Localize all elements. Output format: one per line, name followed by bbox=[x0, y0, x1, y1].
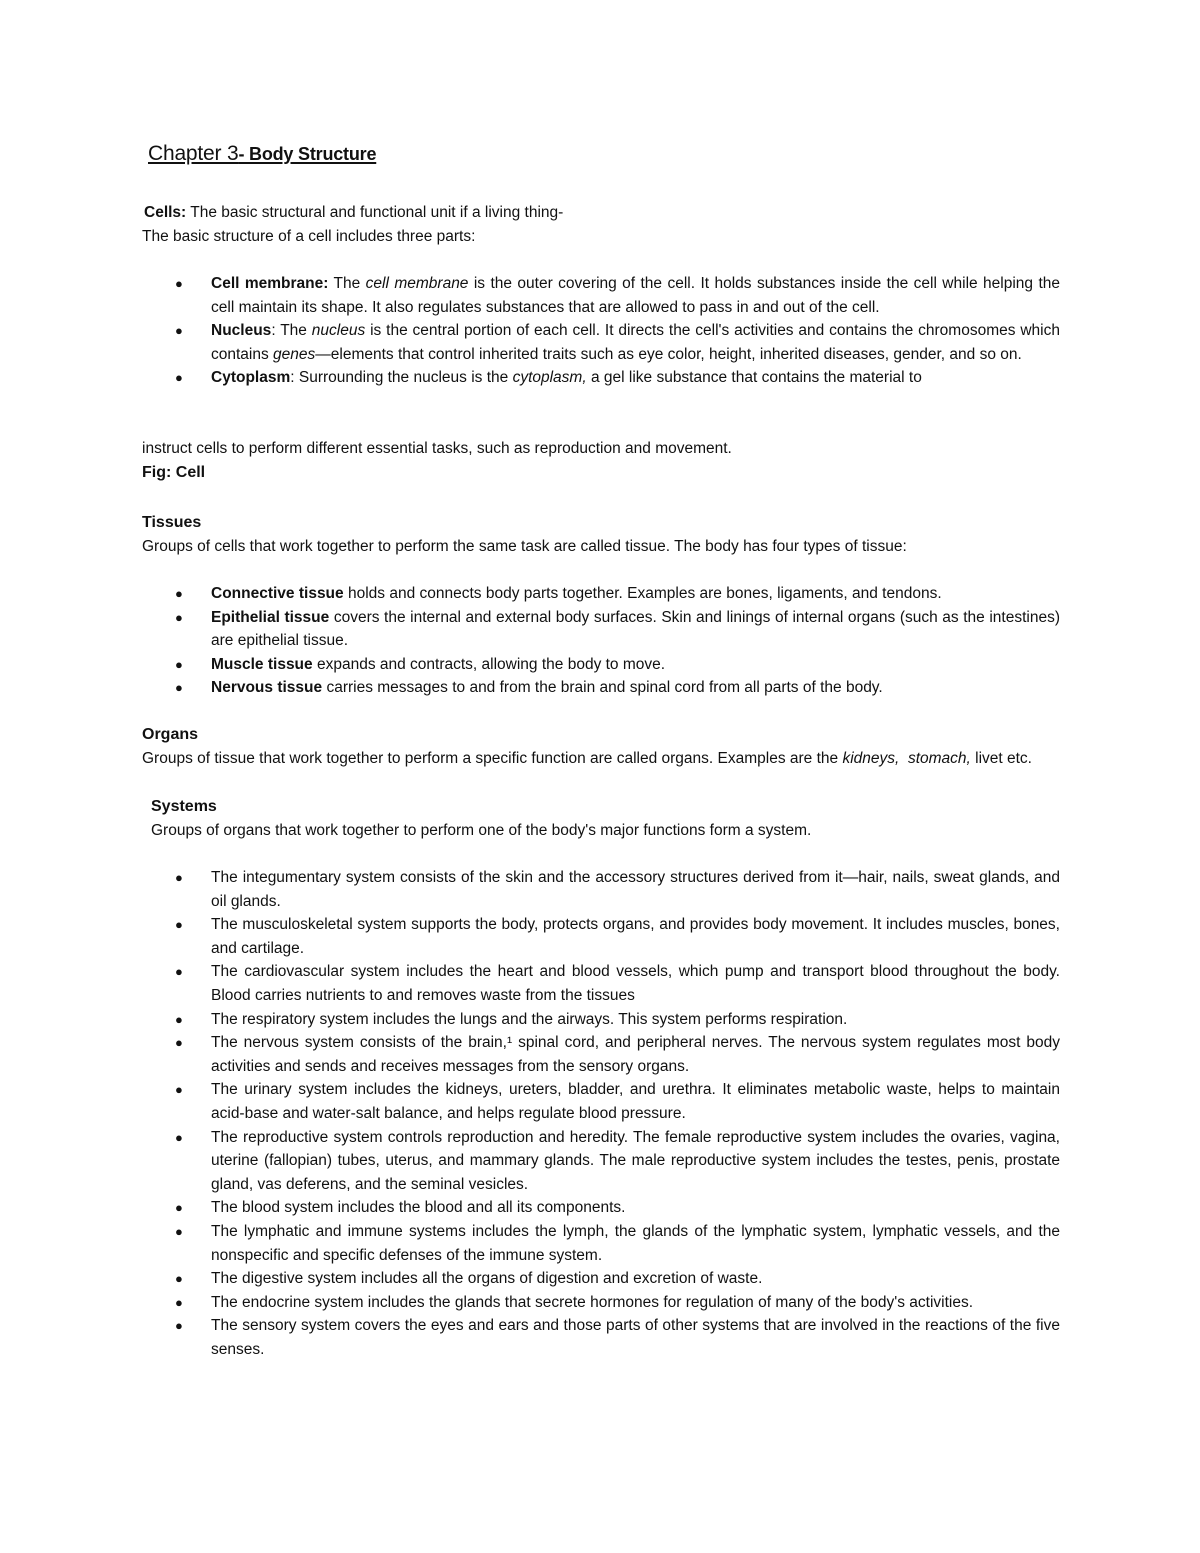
bullet-icon: ● bbox=[175, 917, 183, 933]
list-item: ● The blood system includes the blood and all its components. bbox=[142, 1196, 1060, 1220]
list-item: ● The nervous system consists of the brain,¹ spinal cord, and peripheral nerves. The nervous system regulates most body activities and sends and receives messages from the sensory organs. bbox=[142, 1031, 1060, 1078]
systems-intro: Groups of organs that work together to perform one of the body's major functions form a system. bbox=[151, 821, 812, 839]
tissue-types-list bbox=[142, 582, 1060, 700]
tissues-heading: Tissues bbox=[142, 514, 202, 531]
cells-continuation-block bbox=[142, 437, 1060, 484]
list-item: ● Muscle tissue expands and contracts, allowing the body to move. bbox=[142, 653, 1060, 677]
bullet-icon: ● bbox=[175, 323, 183, 339]
bullet-icon: ● bbox=[175, 1082, 183, 1098]
organs-heading: Organs bbox=[142, 726, 199, 743]
systems-list bbox=[142, 866, 1060, 1361]
cells-section bbox=[142, 201, 1060, 248]
list-item: ● The reproductive system controls reproduction and heredity. The female reproductive system includes the ovaries, vagina, uterine (fallopian) tubes, uterus, and mammary glands. The male reproductive system includes the testes, penis, prostate gland, vas deferens, and the seminal vesicles. bbox=[142, 1126, 1060, 1197]
list-item: ● Nervous tissue carries messages to and from the brain and spinal cord from all parts of the body. bbox=[142, 676, 1060, 700]
chapter-number: Chapter 3 bbox=[148, 142, 239, 165]
tissues-intro: Groups of cells that work together to perform the same task are called tissue. The body has four types of tissue: bbox=[142, 537, 907, 555]
list-item: ● The musculoskeletal system supports the body, protects organs, and provides body movement. It includes muscles, bones, and cartilage. bbox=[142, 913, 1060, 960]
bullet-icon: ● bbox=[175, 370, 183, 386]
bullet-icon: ● bbox=[175, 656, 183, 672]
bullet-icon: ● bbox=[175, 1129, 183, 1145]
systems-heading: Systems bbox=[151, 798, 217, 815]
list-item: ● The sensory system covers the eyes and ears and those parts of other systems that are involved in the reactions of the five senses. bbox=[142, 1314, 1060, 1361]
list-item: ● Cell membrane: The cell membrane is the outer covering of the cell. It holds substances inside the cell while helping the cell maintain its shape. It also regulates substances that are allowed to pass in and out of the cell. bbox=[142, 272, 1060, 319]
bullet-icon: ● bbox=[175, 1011, 183, 1027]
organs-text: Groups of tissue that work together to perform a specific function are called organs. Examples are the kidneys, stomach, livet etc. bbox=[142, 749, 1032, 767]
bullet-icon: ● bbox=[175, 1318, 183, 1334]
list-item: ● The digestive system includes all the organs of digestion and excretion of waste. bbox=[142, 1267, 1060, 1291]
cells-definition: Cells: The basic structural and functional unit if a living thing- bbox=[144, 204, 564, 221]
systems-section bbox=[151, 795, 1060, 842]
cells-intro: The basic structure of a cell includes three parts: bbox=[142, 227, 476, 245]
cells-label: Cells: bbox=[144, 204, 187, 221]
bullet-icon: ● bbox=[175, 609, 183, 625]
list-item: ● Connective tissue holds and connects body parts together. Examples are bones, ligaments, and tendons. bbox=[142, 582, 1060, 606]
bullet-icon: ● bbox=[175, 1294, 183, 1310]
bullet-icon: ● bbox=[175, 586, 183, 601]
bullet-icon: ● bbox=[175, 680, 183, 696]
chapter-subtitle: - Body Structure bbox=[238, 144, 377, 164]
list-item: ● The lymphatic and immune systems includes the lymph, the glands of the lymphatic system, lymphatic vessels, and the nonspecific and specific defenses of the immune system. bbox=[142, 1220, 1060, 1267]
bullet-icon: ● bbox=[175, 1200, 183, 1216]
list-item: ● The cardiovascular system includes the heart and blood vessels, which pump and transport blood throughout the body. Blood carries nutrients to and removes waste from the tissues bbox=[142, 960, 1060, 1007]
chapter-title bbox=[148, 142, 376, 167]
list-item: ● Epithelial tissue covers the internal and external body surfaces. Skin and linings of internal organs (such as the intestines) are epithelial tissue. bbox=[142, 606, 1060, 653]
cell-parts-list bbox=[142, 272, 1060, 390]
figure-caption: Fig: Cell bbox=[142, 463, 206, 481]
list-item: ● The endocrine system includes the glands that secrete hormones for regulation of many of the body's activities. bbox=[142, 1291, 1060, 1315]
list-item: ● Cytoplasm: Surrounding the nucleus is the cytoplasm, a gel like substance that contains the material to bbox=[142, 366, 1060, 390]
list-item: ● The integumentary system consists of the skin and the accessory structures derived from it—hair, nails, sweat glands, and oil glands. bbox=[142, 866, 1060, 913]
list-item: ● The respiratory system includes the lungs and the airways. This system performs respiration. bbox=[142, 1008, 1060, 1032]
bullet-icon: ● bbox=[175, 870, 183, 885]
bullet-icon: ● bbox=[175, 964, 183, 980]
list-item: ● Nucleus: The nucleus is the central portion of each cell. It directs the cell's activities and contains the chromosomes which contains genes—elements that control inherited traits such as eye color, height, inherited diseases, gender, and so on. bbox=[142, 319, 1060, 366]
bullet-icon: ● bbox=[175, 1035, 183, 1051]
tissues-section bbox=[142, 511, 1060, 558]
bullet-icon: ● bbox=[175, 1271, 183, 1287]
bullet-icon: ● bbox=[175, 276, 183, 291]
organs-section bbox=[142, 723, 1060, 770]
cells-continuation: instruct cells to perform different essential tasks, such as reproduction and movement. bbox=[142, 440, 732, 457]
list-item: ● The urinary system includes the kidneys, ureters, bladder, and urethra. It eliminates metabolic waste, helps to maintain acid-base and water-salt balance, and helps regulate blood pressure. bbox=[142, 1078, 1060, 1125]
bullet-icon: ● bbox=[175, 1223, 183, 1239]
